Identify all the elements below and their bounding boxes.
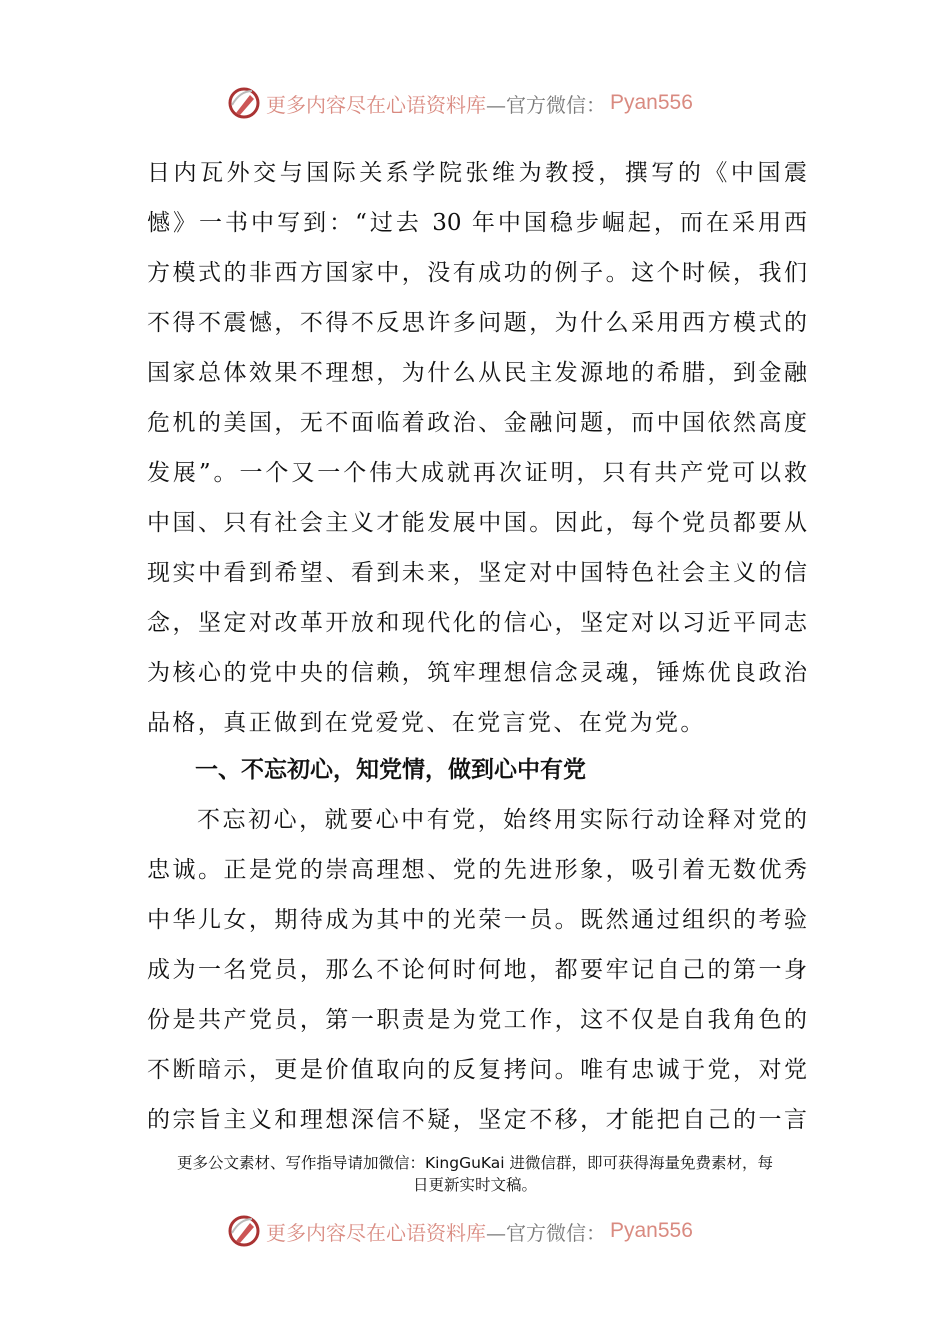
text-line: 国家总体效果不理想，为什么从民主发源地的希腊，到金融	[147, 360, 807, 386]
watermark-dash: —官方微信：	[486, 92, 606, 117]
text-line: 中华儿女，期待成为其中的光荣一员。既然通过组织的考验	[147, 907, 807, 933]
text-line: 危机的美国，无不面临着政治、金融问题，而中国依然高度	[147, 410, 807, 436]
text-line: 品格，真正做到在党爱党、在党言党、在党为党。	[147, 710, 706, 736]
watermark-wechat: Pyan556	[610, 91, 693, 114]
text-line: 不断暗示，更是价值取向的反复拷问。唯有忠诚于党，对党	[147, 1057, 807, 1083]
text-line: 忠诚。正是党的崇高理想、党的先进形象，吸引着无数优秀	[147, 857, 807, 883]
text-line: 的宗旨主义和理想深信不疑，坚定不移，才能把自己的一言	[147, 1107, 807, 1133]
watermark-site: 更多内容尽在心语资料库	[266, 92, 486, 117]
text-line: 现实中看到希望、看到未来，坚定对中国特色社会主义的信	[147, 560, 807, 586]
watermark-dash: —官方微信：	[486, 1220, 606, 1245]
watermark-site: 更多内容尽在心语资料库	[266, 1220, 486, 1245]
text-line: 成为一名党员，那么不论何时何地，都要牢记自己的第一身	[147, 957, 807, 983]
section-heading: 一、不忘初心，知党情，做到心中有党	[195, 757, 586, 783]
text-line: 方模式的非西方国家中，没有成功的例子。这个时候，我们	[147, 260, 807, 286]
text-line: 中国、只有社会主义才能发展中国。因此，每个党员都要从	[147, 510, 807, 536]
text-line: 念，坚定对改革开放和现代化的信心，坚定对以习近平同志	[147, 610, 807, 636]
pen-logo-icon	[226, 85, 262, 121]
text-line: 不忘初心，就要心中有党，始终用实际行动诠释对党的	[197, 807, 807, 833]
text-line: 发展”。一个又一个伟大成就再次证明，只有共产党可以救	[147, 460, 807, 486]
text-line: 日内瓦外交与国际关系学院张维为教授，撰写的《中国震	[147, 160, 807, 186]
text-line: 不得不震憾，不得不反思许多问题，为什么采用西方模式的	[147, 310, 807, 336]
text-line: 憾》一书中写到：“过去 30 年中国稳步崛起，而在采用西	[147, 210, 807, 236]
text-line: 为核心的党中央的信赖，筑牢理想信念灵魂，锤炼优良政治	[147, 660, 807, 686]
footer-line-2: 日更新实时文稿。	[412, 1176, 537, 1194]
pen-logo-icon	[226, 1213, 262, 1249]
footer-line-1: 更多公文素材、写作指导请加微信：KingGuKai 进微信群，即可获得海量免费素材，每	[176, 1154, 774, 1172]
text-line: 份是共产党员，第一职责是为党工作，这不仅是自我角色的	[147, 1007, 807, 1033]
watermark-footer	[226, 1211, 693, 1251]
watermark-header	[226, 83, 693, 123]
watermark-wechat: Pyan556	[610, 1219, 693, 1242]
